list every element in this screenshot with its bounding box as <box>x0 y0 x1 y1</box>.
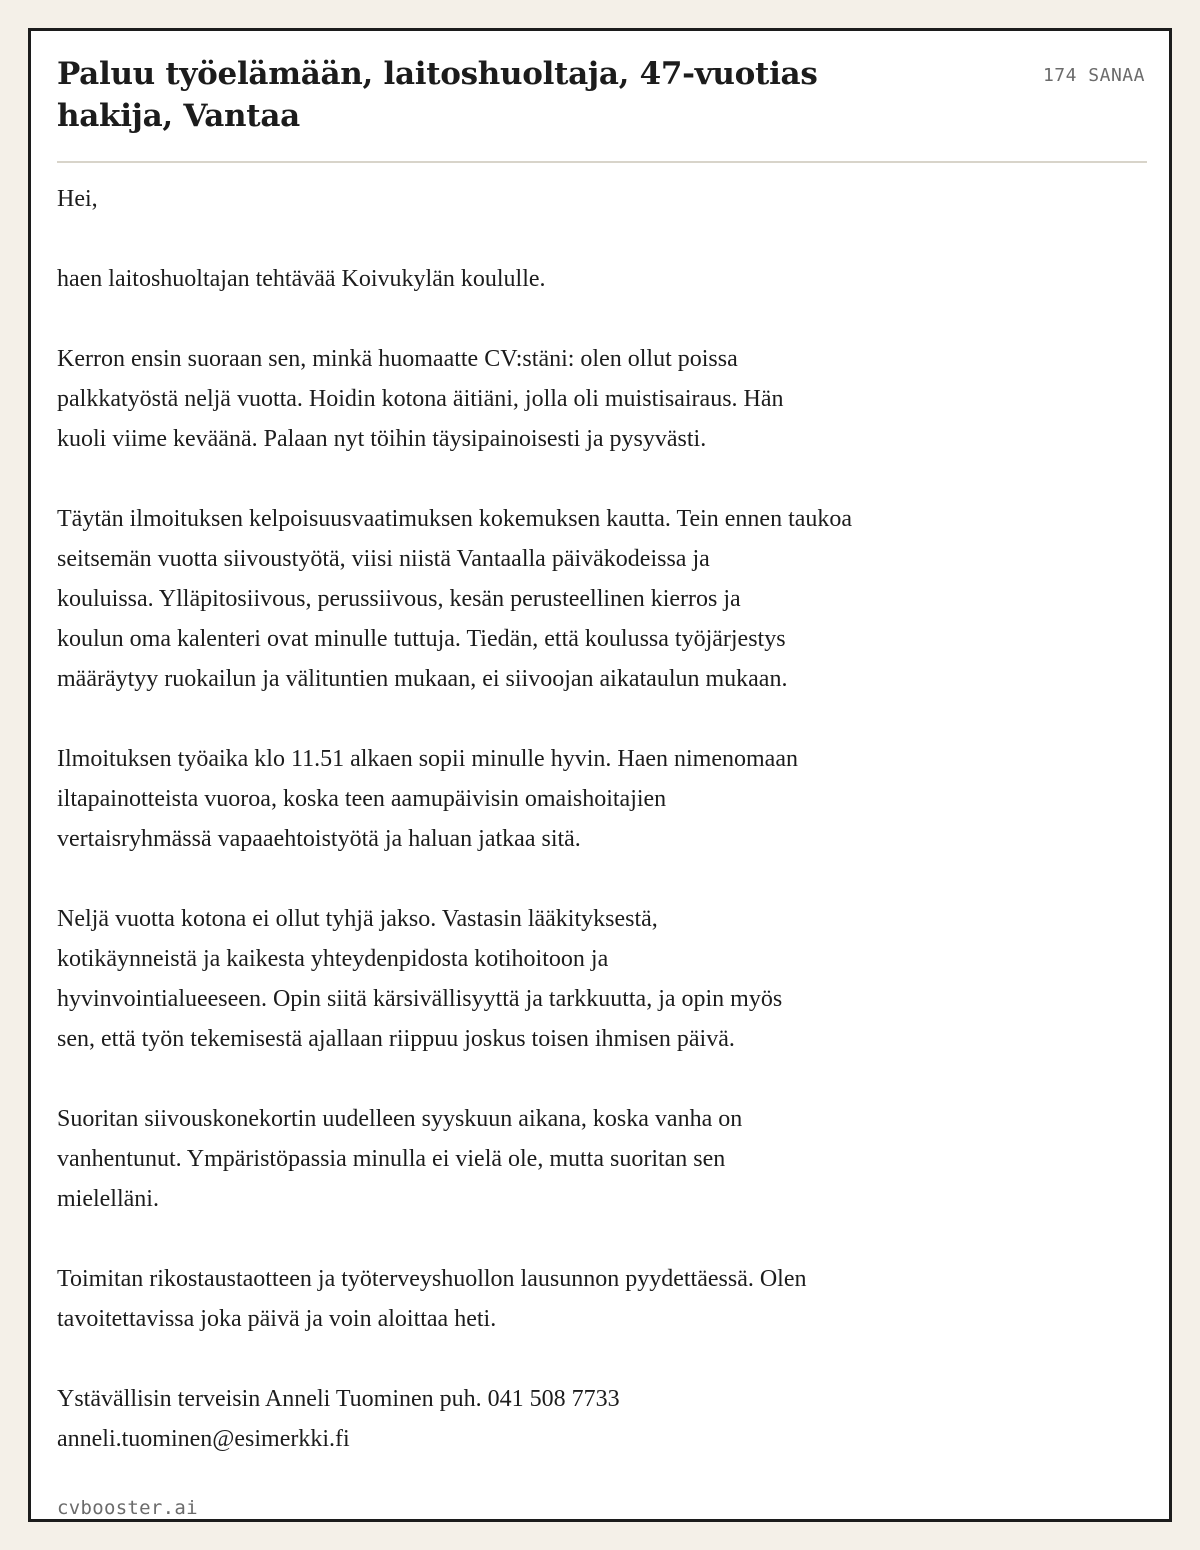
paragraph-certificates: Suoritan siivouskonekortin uudelleen syyskuun aikana, koska vanha on vanhentunut. Ympäristöpassia minulla ei vielä ole, mutta suoritan sen mielelläni. <box>57 1106 743 1212</box>
letter-body <box>57 179 1147 1499</box>
title-line-2: hakija, Vantaa <box>57 98 300 134</box>
paragraph-intro: haen laitoshuoltajan tehtävää Koivukylän koululle. <box>57 266 546 292</box>
paragraph-experience: Täytän ilmoituksen kelpoisuusvaatimuksen kokemuksen kautta. Tein ennen taukoa seitsemän vuotta siivoustyötä, viisi niistä Vantaalla päiväkodeissa ja kouluissa. Ylläpitosiivous, perussiivous, kesän perusteellinen kierros ja koulun oma kalenteri ovat minulle tuttuja. Tiedän, että koulussa työjärjestys määräytyy ruokailun ja välituntien mukaan, ei siivoojan aikataulun mukaan. <box>57 506 853 692</box>
greeting: Hei, <box>57 186 98 212</box>
letter-header <box>57 53 1147 163</box>
title-line-1: Paluu työelämään, laitoshuoltaja, 47-vuotias <box>57 56 818 92</box>
footer-brand: cvbooster.ai <box>57 1497 198 1519</box>
signature <box>57 1379 1147 1459</box>
letter-title <box>57 53 917 137</box>
paragraph-absence: Kerron ensin suoraan sen, minkä huomaatte CV:stäni: olen ollut poissa palkkatyöstä neljä vuotta. Hoidin kotona äitiäni, jolla oli muistisairaus. Hän kuoli viime keväänä. Palaan nyt töihin täysipainoisesti ja pysyvästi. <box>57 346 784 452</box>
paragraph-working-hours: Ilmoituksen työaika klo 11.51 alkaen sopii minulle hyvin. Haen nimenomaan iltapainotteista vuoroa, koska teen aamupäivisin omaishoitajien vertaisryhmässä vapaaehtoistyötä ja haluan jatkaa sitä. <box>57 746 798 852</box>
paragraph-caregiving: Neljä vuotta kotona ei ollut tyhjä jakso. Vastasin lääkityksestä, kotikäynneistä ja kaikesta yhteydenpidosta kotihoitoon ja hyvinvointialueeseen. Opin siitä kärsivällisyyttä ja tarkkuutta, ja opin myös sen, että työn tekemisestä ajallaan riippuu joskus toisen ihmisen päivä. <box>57 906 783 1052</box>
word-count: 174 SANAA <box>1042 65 1145 86</box>
email-address: anneli.tuominen@esimerkki.fi <box>57 1426 350 1452</box>
signature-line: Ystävällisin terveisin Anneli Tuominen puh. 041 508 7733 <box>57 1386 620 1412</box>
paragraph-availability: Toimitan rikostaustaotteen ja työterveyshuollon lausunnon pyydettäessä. Olen tavoitettavissa joka päivä ja voin aloittaa heti. <box>57 1266 807 1332</box>
letter-card <box>28 28 1172 1522</box>
